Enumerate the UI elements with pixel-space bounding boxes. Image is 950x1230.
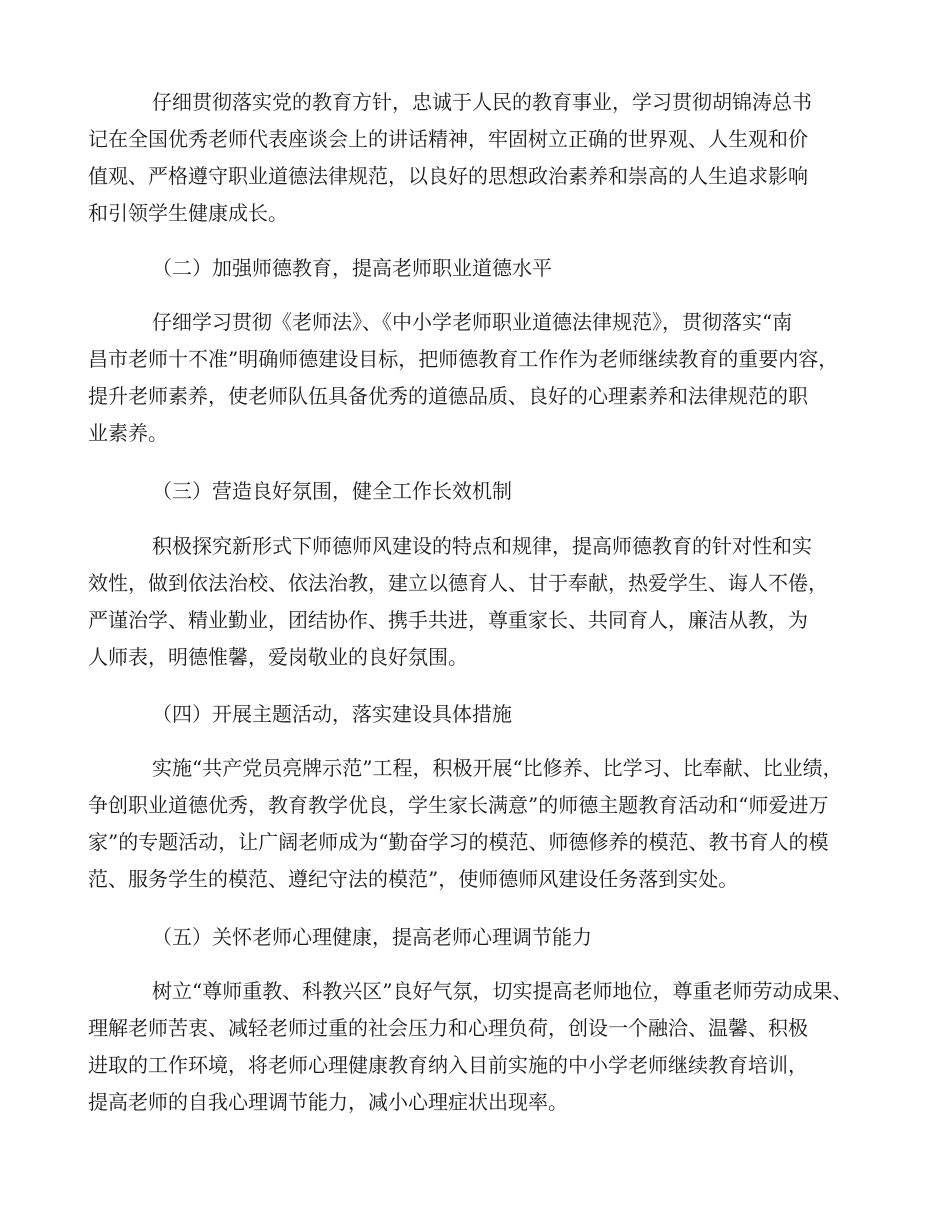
paragraph-1-line-1: 仔细贯彻落实党的教育方针，忠诚于人民的教育事业，学习贯彻胡锦涛总书: [152, 90, 812, 114]
section-heading-3: （三）营造良好氛围，健全工作长效机制: [152, 479, 512, 503]
paragraph-5-line-1: 树立“尊师重教、科教兴区”良好气氛，切实提高老师地位，尊重老师劳动成果、: [152, 979, 853, 1003]
paragraph-5-line-3: 进取的工作环境，将老师心理健康教育纳入目前实施的中小学老师继续教育培训，: [88, 1053, 808, 1077]
paragraph-3-line-1: 积极探究新形式下师德师风建设的特点和规律，提高师德教育的针对性和实: [152, 534, 812, 558]
paragraph-4-line-4: 范、服务学生的模范、遵纪守法的模范”，使师德师风建设任务落到实处。: [88, 867, 739, 891]
paragraph-1-line-4: 和引领学生健康成长。: [88, 201, 288, 225]
paragraph-4-line-3: 家”的专题活动，让广阔老师成为“勤奋学习的模范、师德修养的模范、教书育人的模: [88, 830, 829, 854]
paragraph-5-line-2: 理解老师苦衷、减轻老师过重的社会压力和心理负荷，创设一个融洽、温馨、积极: [88, 1016, 808, 1040]
section-heading-2: （二）加强师德教育，提高老师职业道德水平: [152, 256, 552, 280]
section-heading-5: （五）关怀老师心理健康，提高老师心理调节能力: [152, 925, 592, 949]
paragraph-3-line-2: 效性，做到依法治校、依法治教，建立以德育人、甘于奉献，热爱学生、诲人不倦，: [88, 571, 828, 595]
paragraph-5-line-4: 提高老师的自我心理调节能力，减小心理症状出现率。: [88, 1090, 568, 1114]
paragraph-4-line-2: 争创职业道德优秀，教育教学优良，学生家长满意”的师德主题教育活动和“师爱进万: [88, 793, 829, 817]
paragraph-4-line-1: 实施“共产党员亮牌示范”工程，积极开展“比修养、比学习、比奉献、比业绩，: [152, 756, 843, 780]
paragraph-3-line-4: 人师表，明德惟馨，爱岗敬业的良好氛围。: [88, 645, 468, 669]
section-heading-4: （四）开展主题活动，落实建设具体措施: [152, 702, 512, 726]
paragraph-2-line-1: 仔细学习贯彻《老师法》、《中小学老师职业道德法律规范》，贯彻落实“南: [152, 310, 793, 334]
paragraph-2-line-3: 提升老师素养，使老师队伍具备优秀的道德品质、良好的心理素养和法律规范的职: [88, 384, 808, 408]
paragraph-2-line-4: 业素养。: [88, 421, 168, 445]
paragraph-1-line-2: 记在全国优秀老师代表座谈会上的讲话精神，牢固树立正确的世界观、人生观和价: [88, 127, 808, 151]
paragraph-1-line-3: 值观、严格遵守职业道德法律规范，以良好的思想政治素养和崇高的人生追求影响: [88, 164, 808, 188]
paragraph-3-line-3: 严谨治学、精业勤业，团结协作、携手共进，尊重家长、共同育人，廉洁从教，为: [88, 608, 808, 632]
paragraph-2-line-2: 昌市老师十不准”明确师德建设目标，把师德教育工作作为老师继续教育的重要内容，: [88, 347, 839, 371]
